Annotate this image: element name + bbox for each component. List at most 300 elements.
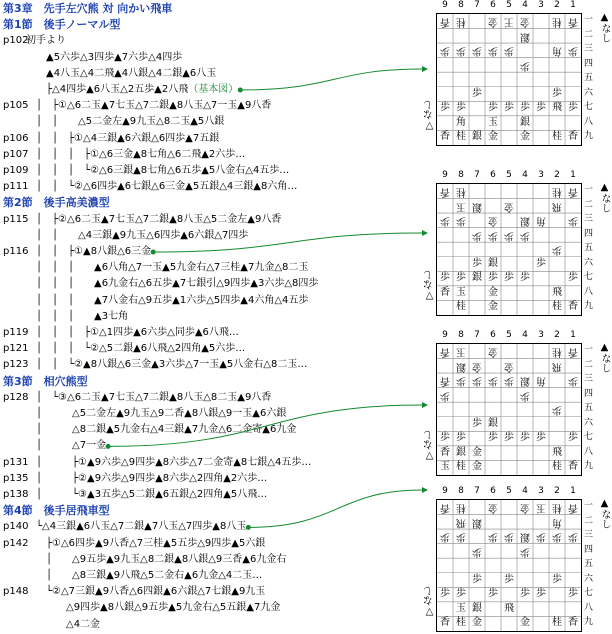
link-dot — [238, 88, 243, 93]
sente-piece: 歩 — [472, 87, 482, 99]
gote-piece: 桂 — [552, 16, 562, 27]
column-label: 1 — [570, 486, 576, 496]
move-text: △9四歩▲8八銀△9五歩▲5九金右△5五銀▲7九金 — [26, 602, 281, 614]
row-label: 七 — [584, 588, 594, 599]
move-text: │ │ ├①▲8八銀△6三金 — [26, 246, 152, 257]
sente-piece: 歩 — [488, 588, 498, 600]
gote-piece: 歩 — [520, 229, 530, 241]
row-label: 八 — [584, 286, 594, 297]
column-label: 7 — [474, 170, 480, 180]
column-label: 5 — [506, 486, 512, 496]
shogi-board — [424, 0, 612, 148]
sente-piece: 玉 — [440, 461, 450, 473]
column-label: 1 — [570, 0, 576, 10]
sente-piece: 香 — [568, 617, 578, 629]
gote-piece: 歩 — [488, 45, 498, 57]
gote-piece: 歩 — [488, 531, 498, 543]
gote-piece: 桂 — [552, 502, 562, 513]
sente-piece: 金 — [472, 446, 482, 458]
move-text: │ △8二銀▲5九金右△4三銀▲7九金△6二金寄▲6九金 — [26, 424, 297, 436]
page-ref: p107 — [3, 148, 29, 160]
column-label: 4 — [522, 0, 528, 10]
column-label: 9 — [442, 0, 448, 10]
move-text: │ │ │ ├①△1四歩▲6六歩△同歩▲6八飛… — [26, 327, 239, 338]
column-label: 1 — [570, 170, 576, 180]
gote-piece: 香 — [440, 346, 450, 357]
sente-piece: 歩 — [536, 257, 546, 269]
move-text: │ │ └②△6四歩▲6七銀△6三金▲5五銀△4三銀▲8六角… — [26, 181, 298, 193]
section-title: 第3章 先手左穴熊 対 向かい飛車 — [3, 2, 173, 15]
gote-piece: 桂 — [552, 186, 562, 197]
move-text: │ ├①△6二玉▲7七玉△7二銀▲8八玉△7一玉▲9八香 — [26, 100, 272, 112]
column-labels — [436, 486, 582, 498]
gote-piece: 銀 — [520, 531, 530, 543]
move-text: │ │ │ └②△5二銀▲6八飛△2四角▲5六歩… — [26, 343, 246, 355]
row-label: 七 — [584, 272, 594, 283]
sente-piece: 飛 — [552, 446, 562, 458]
section-title: 第1節 後手ノーマル型 — [3, 18, 121, 32]
gote-piece: 香 — [440, 186, 450, 197]
column-label: 3 — [538, 330, 544, 340]
gote-piece: 歩 — [472, 545, 482, 557]
gote-hand: ▽なし — [424, 586, 435, 617]
row-label: 六 — [584, 257, 594, 268]
page-ref: p131 — [3, 456, 29, 468]
row-label: 八 — [584, 116, 594, 127]
gote-piece: 歩 — [488, 375, 498, 387]
row-label: 一 — [584, 345, 594, 355]
sente-piece: 香 — [568, 301, 578, 313]
gote-piece: 王 — [504, 16, 514, 27]
column-label: 6 — [490, 486, 496, 496]
row-label: 二 — [584, 199, 594, 210]
move-text: │ │ │ ▲6八角△7一玉▲5九金右△7三桂▲7九金△8二玉 — [26, 262, 309, 274]
page-ref: p140 — [3, 521, 29, 533]
gote-piece: 金 — [488, 346, 498, 357]
sente-piece: 玉 — [456, 602, 466, 614]
row-label: 三 — [584, 374, 594, 385]
gote-piece: 歩 — [472, 45, 482, 57]
row-label: 九 — [584, 131, 594, 142]
page-ref: p109 — [3, 165, 29, 176]
row-label: 七 — [584, 432, 594, 443]
move-text: │ │ │ ▲6九金右△6五歩▲7七銀引△9四歩▲3六歩△8四歩 — [26, 278, 319, 290]
sente-piece: 歩 — [520, 102, 530, 114]
sente-piece: 歩 — [472, 417, 482, 429]
section-title: 第4節 後手居飛車型 — [3, 504, 110, 518]
sente-piece: 金 — [520, 131, 530, 143]
sente-piece: 銀 — [472, 272, 482, 284]
gote-piece: 銀 — [520, 30, 530, 42]
move-text: │ ├②△6二玉▲7七玉△7二銀▲8八玉△5二金左▲9八香 — [26, 213, 282, 225]
sente-piece: 角 — [456, 116, 466, 128]
move-text: │ └③△6二玉▲7七玉△7二銀▲8八玉△8二玉▲9八香 — [26, 391, 272, 403]
move-text: └②△7三銀▲9八香△6四銀▲6六銀△7七銀▲9九玉 — [26, 586, 266, 598]
sente-piece: 歩 — [520, 432, 530, 444]
column-labels — [436, 170, 582, 182]
sente-piece: 飛 — [552, 286, 562, 298]
column-label: 1 — [570, 330, 576, 340]
gote-piece: 歩 — [504, 45, 514, 57]
sente-piece: 歩 — [536, 588, 546, 600]
sente-piece: 歩 — [456, 432, 466, 444]
sente-piece: 歩 — [488, 102, 498, 114]
sente-piece: 桂 — [552, 131, 562, 143]
column-label: 2 — [554, 170, 560, 180]
gote-piece: 歩 — [440, 531, 450, 543]
gote-piece: 金 — [520, 16, 530, 27]
move-text: │ │ └②▲8八銀△6三金▲3六歩△7一玉▲5八金右△8二玉… — [26, 359, 308, 371]
column-label: 9 — [442, 330, 448, 340]
link-dot — [246, 525, 251, 530]
gote-piece: 角 — [536, 375, 546, 387]
row-label: 五 — [584, 559, 594, 570]
gote-piece: 香 — [440, 375, 450, 387]
page-ref: p116 — [3, 246, 29, 257]
row-label: 七 — [584, 102, 594, 113]
gote-piece: 玉 — [456, 200, 466, 212]
column-label: 5 — [506, 0, 512, 10]
column-label: 7 — [474, 486, 480, 496]
gote-piece: 玉 — [456, 346, 466, 357]
sente-piece: 香 — [440, 446, 450, 458]
page-ref: p102 — [3, 35, 29, 47]
gote-piece: 歩 — [552, 244, 562, 256]
row-label: 九 — [584, 617, 594, 628]
page-ref: p128 — [3, 391, 29, 403]
shogi-board — [424, 486, 612, 634]
column-label: 3 — [538, 0, 544, 10]
column-label: 8 — [458, 486, 464, 496]
row-label: 一 — [584, 15, 594, 25]
gote-piece: 歩 — [456, 375, 466, 387]
sente-piece: 銀 — [520, 116, 530, 128]
sente-piece: 歩 — [456, 588, 466, 600]
sente-piece: 香 — [440, 617, 450, 629]
gote-hand: ▽なし — [424, 270, 435, 301]
sente-hand: ▲なし — [599, 12, 610, 43]
page-ref: p142 — [3, 537, 29, 549]
gote-piece: 歩 — [456, 531, 466, 543]
column-label: 8 — [458, 330, 464, 340]
sente-piece: 玉 — [488, 116, 498, 128]
column-label: 2 — [554, 0, 560, 10]
gote-piece: 桂 — [456, 16, 466, 27]
row-label: 二 — [584, 515, 594, 526]
move-text: │ △5二金左▲9九玉△9二香▲8八銀△9一玉▲6六銀 — [26, 408, 287, 419]
page-ref: p121 — [3, 343, 29, 355]
gote-piece: 歩 — [504, 375, 514, 387]
link-curve — [248, 490, 422, 527]
shogi-board — [424, 330, 612, 478]
row-label: 四 — [584, 228, 594, 239]
row-label: 三 — [584, 44, 594, 55]
move-text: │ │ │ ▲3七角 — [26, 310, 129, 322]
move-text: │ └③▲3五歩△5二銀▲6五銀△2四角▲5八飛… — [26, 489, 268, 500]
sente-piece: 桂 — [456, 301, 466, 313]
page-ref: p148 — [3, 586, 29, 598]
gote-piece: 歩 — [504, 531, 514, 543]
sente-piece: 歩 — [456, 272, 466, 284]
gote-piece: 桂 — [456, 502, 466, 513]
sente-piece: 歩 — [552, 87, 562, 99]
move-text: │ │ ├①△4三銀▲6六銀△6四歩▲7五銀 — [26, 132, 220, 144]
gote-piece: 歩 — [440, 215, 450, 227]
gote-piece: 歩 — [568, 531, 578, 543]
page-ref: p105 — [3, 100, 29, 112]
column-label: 2 — [554, 330, 560, 340]
move-text: │ │ │ └②△6三銀▲8七角△6五歩▲5八金右△4五歩… — [26, 165, 290, 176]
page-ref: p135 — [3, 472, 29, 484]
gote-piece: 飛 — [552, 360, 562, 372]
board-grid — [436, 183, 582, 316]
sente-piece: 銀 — [472, 602, 482, 614]
gote-piece: 歩 — [568, 45, 578, 57]
gote-piece: 金 — [504, 200, 514, 212]
sente-piece: 銀 — [488, 257, 498, 269]
page-ref: p138 — [3, 489, 29, 500]
sente-piece: 歩 — [504, 432, 514, 444]
row-label: 九 — [584, 461, 594, 472]
sente-hand: ▲なし — [599, 498, 610, 529]
gote-piece: 歩 — [504, 229, 514, 241]
gote-piece: 玉 — [536, 502, 546, 513]
page-ref: p106 — [3, 132, 29, 144]
sente-hand: ▲なし — [599, 182, 610, 213]
sente-piece: 歩 — [536, 432, 546, 444]
gote-piece: 香 — [440, 502, 450, 513]
page-ref: p115 — [3, 213, 29, 225]
sente-piece: 桂 — [456, 617, 466, 629]
row-label: 五 — [584, 73, 594, 84]
section-title: 第2節 後手高美濃型 — [3, 196, 110, 210]
sente-piece: 歩 — [440, 432, 450, 444]
gote-piece: 歩 — [552, 404, 562, 416]
sente-piece: 歩 — [568, 588, 578, 600]
row-label: 九 — [584, 301, 594, 312]
column-label: 5 — [506, 330, 512, 340]
gote-piece: 歩 — [520, 59, 530, 71]
gote-piece: 桂 — [552, 346, 562, 357]
gote-piece: 金 — [488, 502, 498, 513]
gote-piece: 歩 — [536, 531, 546, 543]
sente-piece: 香 — [568, 131, 578, 143]
gote-piece: 角 — [552, 45, 562, 57]
column-label: 9 — [442, 486, 448, 496]
row-label: 六 — [584, 573, 594, 584]
gote-piece: 香 — [440, 16, 450, 27]
gote-piece: 香 — [568, 186, 578, 197]
link-curve — [240, 69, 422, 90]
column-label: 2 — [554, 486, 560, 496]
sente-piece: 歩 — [520, 272, 530, 284]
move-text: │ │ │ ├①△6三金▲8七角△6二飛▲2六歩… — [26, 148, 246, 160]
sente-piece: 歩 — [552, 573, 562, 585]
move-text: ├△4四歩▲6八玉△2五歩▲2八飛 — [26, 84, 189, 95]
sente-piece: 玉 — [456, 286, 466, 298]
sente-piece: 歩 — [488, 432, 498, 444]
gote-piece: 金 — [488, 215, 498, 227]
gote-piece: 歩 — [456, 45, 466, 57]
gote-piece: 歩 — [472, 375, 482, 387]
column-label: 4 — [522, 170, 528, 180]
row-label: 四 — [584, 388, 594, 399]
link-dot — [106, 444, 111, 449]
sente-piece: 歩 — [568, 272, 578, 284]
sente-piece: 金 — [472, 461, 482, 473]
row-label: 四 — [584, 58, 594, 69]
sente-piece: 銀 — [488, 417, 498, 429]
sente-piece: 歩 — [456, 102, 466, 114]
gote-piece: 歩 — [440, 389, 450, 401]
gote-piece: 角 — [536, 215, 546, 227]
gote-piece: 金 — [472, 360, 482, 372]
gote-piece: 桂 — [456, 186, 466, 197]
gote-piece: 香 — [568, 16, 578, 27]
gote-piece: 歩 — [552, 531, 562, 543]
row-label: 八 — [584, 446, 594, 457]
sente-piece: 歩 — [440, 272, 450, 284]
row-label: 二 — [584, 29, 594, 40]
gote-piece: 香 — [568, 502, 578, 513]
sente-hand: ▲なし — [599, 342, 610, 373]
sente-piece: 銀 — [456, 446, 466, 458]
page-ref: p111 — [3, 181, 29, 193]
move-text: ▲4八玉△4二飛▲4八銀△4二銀▲6八玉 — [26, 67, 217, 79]
gote-piece: 歩 — [520, 389, 530, 401]
link-dot — [151, 250, 156, 255]
sente-piece: 歩 — [440, 588, 450, 600]
row-label: 六 — [584, 87, 594, 98]
gote-piece: 歩 — [488, 229, 498, 241]
move-text: │ ├①▲9六歩△9四歩▲8六歩△7二金寄▲8七銀△4五歩… — [26, 456, 312, 468]
gote-piece: 香 — [568, 346, 578, 357]
sente-piece: 歩 — [472, 257, 482, 269]
move-text: │ │ │ ▲7八金右△9五歩▲1六歩△5四歩▲4六角△4五歩 — [26, 294, 309, 306]
gote-piece: 歩 — [568, 215, 578, 227]
sente-piece: 香 — [440, 286, 450, 298]
sente-piece: 香 — [568, 461, 578, 473]
move-text: │ △7一金 — [26, 440, 107, 452]
sente-piece: 歩 — [536, 102, 546, 114]
column-label: 6 — [490, 170, 496, 180]
column-label: 3 — [538, 170, 544, 180]
diagram-label: （基本図） — [188, 84, 239, 95]
gote-piece: 金 — [488, 16, 498, 27]
sente-piece: 歩 — [568, 102, 578, 114]
gote-piece: 歩 — [456, 215, 466, 227]
move-text: ├①△6四歩▲9八香△7三桂▲5五歩△9四歩▲5六銀 — [26, 537, 266, 549]
row-label: 五 — [584, 243, 594, 254]
gote-piece: 金 — [504, 360, 514, 372]
gote-hand: ▽なし — [424, 430, 435, 461]
column-label: 9 — [442, 170, 448, 180]
sente-piece: 歩 — [568, 432, 578, 444]
gote-piece: 歩 — [472, 229, 482, 241]
sente-piece: 歩 — [504, 102, 514, 114]
gote-piece: 金 — [520, 502, 530, 513]
column-label: 3 — [538, 486, 544, 496]
column-label: 5 — [506, 170, 512, 180]
row-label: 五 — [584, 403, 594, 414]
sente-piece: 香 — [440, 131, 450, 143]
gote-piece: 銀 — [472, 516, 482, 528]
board-grid — [436, 13, 582, 146]
page-ref: p123 — [3, 359, 29, 371]
sente-piece: 歩 — [440, 102, 450, 114]
row-label: 八 — [584, 602, 594, 613]
row-label: 二 — [584, 359, 594, 370]
move-text: │ ├②▲9六歩△9四歩▲8六歩△2四角▲2六歩… — [26, 472, 268, 484]
gote-piece: 銀 — [520, 375, 530, 387]
column-label: 4 — [522, 330, 528, 340]
section-title: 第3節 相穴熊型 — [3, 374, 88, 388]
sente-piece: 桂 — [552, 301, 562, 313]
sente-piece: 金 — [488, 301, 498, 313]
sente-piece: 桂 — [456, 131, 466, 143]
gote-hand: ▽なし — [424, 100, 435, 131]
column-labels — [436, 0, 582, 12]
sente-piece: 桂 — [456, 461, 466, 473]
column-label: 8 — [458, 0, 464, 10]
sente-piece: 桂 — [552, 461, 562, 473]
row-label: 一 — [584, 501, 594, 511]
move-text: △4二金 — [26, 618, 101, 630]
gote-piece: 銀 — [456, 360, 466, 372]
row-label: 三 — [584, 214, 594, 225]
move-text: └△4三銀▲6八玉△7二銀▲7八玉△7四歩▲8八玉 — [26, 521, 247, 533]
column-label: 6 — [490, 0, 496, 10]
gote-piece: 角 — [552, 516, 562, 528]
column-labels — [436, 330, 582, 342]
move-text: │ │ △4三銀▲9九玉△6四歩▲6六銀△7四歩 — [26, 229, 249, 241]
sente-piece: 歩 — [520, 588, 530, 600]
sente-piece: 桂 — [552, 617, 562, 629]
sente-piece: 歩 — [504, 272, 514, 284]
board-grid — [436, 499, 582, 632]
gote-piece: 飛 — [552, 200, 562, 212]
row-label: 六 — [584, 417, 594, 428]
shogi-board — [424, 170, 612, 318]
gote-piece: 銀 — [472, 200, 482, 212]
move-text: │ │ △5二金左▲9九玉△8二玉▲5八銀 — [26, 116, 225, 128]
sente-piece: 歩 — [472, 573, 482, 585]
sente-piece: 歩 — [504, 573, 514, 585]
sente-piece: 飛 — [552, 102, 562, 114]
sente-piece: 金 — [472, 617, 482, 629]
sente-piece: 飛 — [504, 602, 514, 614]
row-label: 一 — [584, 185, 594, 195]
sente-piece: 金 — [488, 131, 498, 143]
column-label: 4 — [522, 486, 528, 496]
board-grid — [436, 343, 582, 476]
move-text: │ △8三銀▲9八飛△5二金右▲6九金△4二玉… — [26, 570, 263, 581]
move-text: ▲5六歩△3四歩▲7六歩△4四歩 — [26, 51, 183, 63]
column-label: 6 — [490, 330, 496, 340]
move-text: │ △9五歩▲9九玉△8二銀▲8八銀△9三香▲6九金右 — [26, 553, 287, 565]
column-label: 7 — [474, 330, 480, 340]
column-label: 8 — [458, 170, 464, 180]
gote-piece: 歩 — [568, 375, 578, 387]
gote-piece: 歩 — [440, 45, 450, 57]
gote-piece: 歩 — [520, 545, 530, 557]
sente-piece: 銀 — [472, 131, 482, 143]
row-label: 三 — [584, 530, 594, 541]
row-label: 四 — [584, 544, 594, 555]
move-text: 初手より — [26, 35, 66, 47]
sente-piece: 歩 — [488, 272, 498, 284]
sente-piece: 金 — [488, 286, 498, 298]
